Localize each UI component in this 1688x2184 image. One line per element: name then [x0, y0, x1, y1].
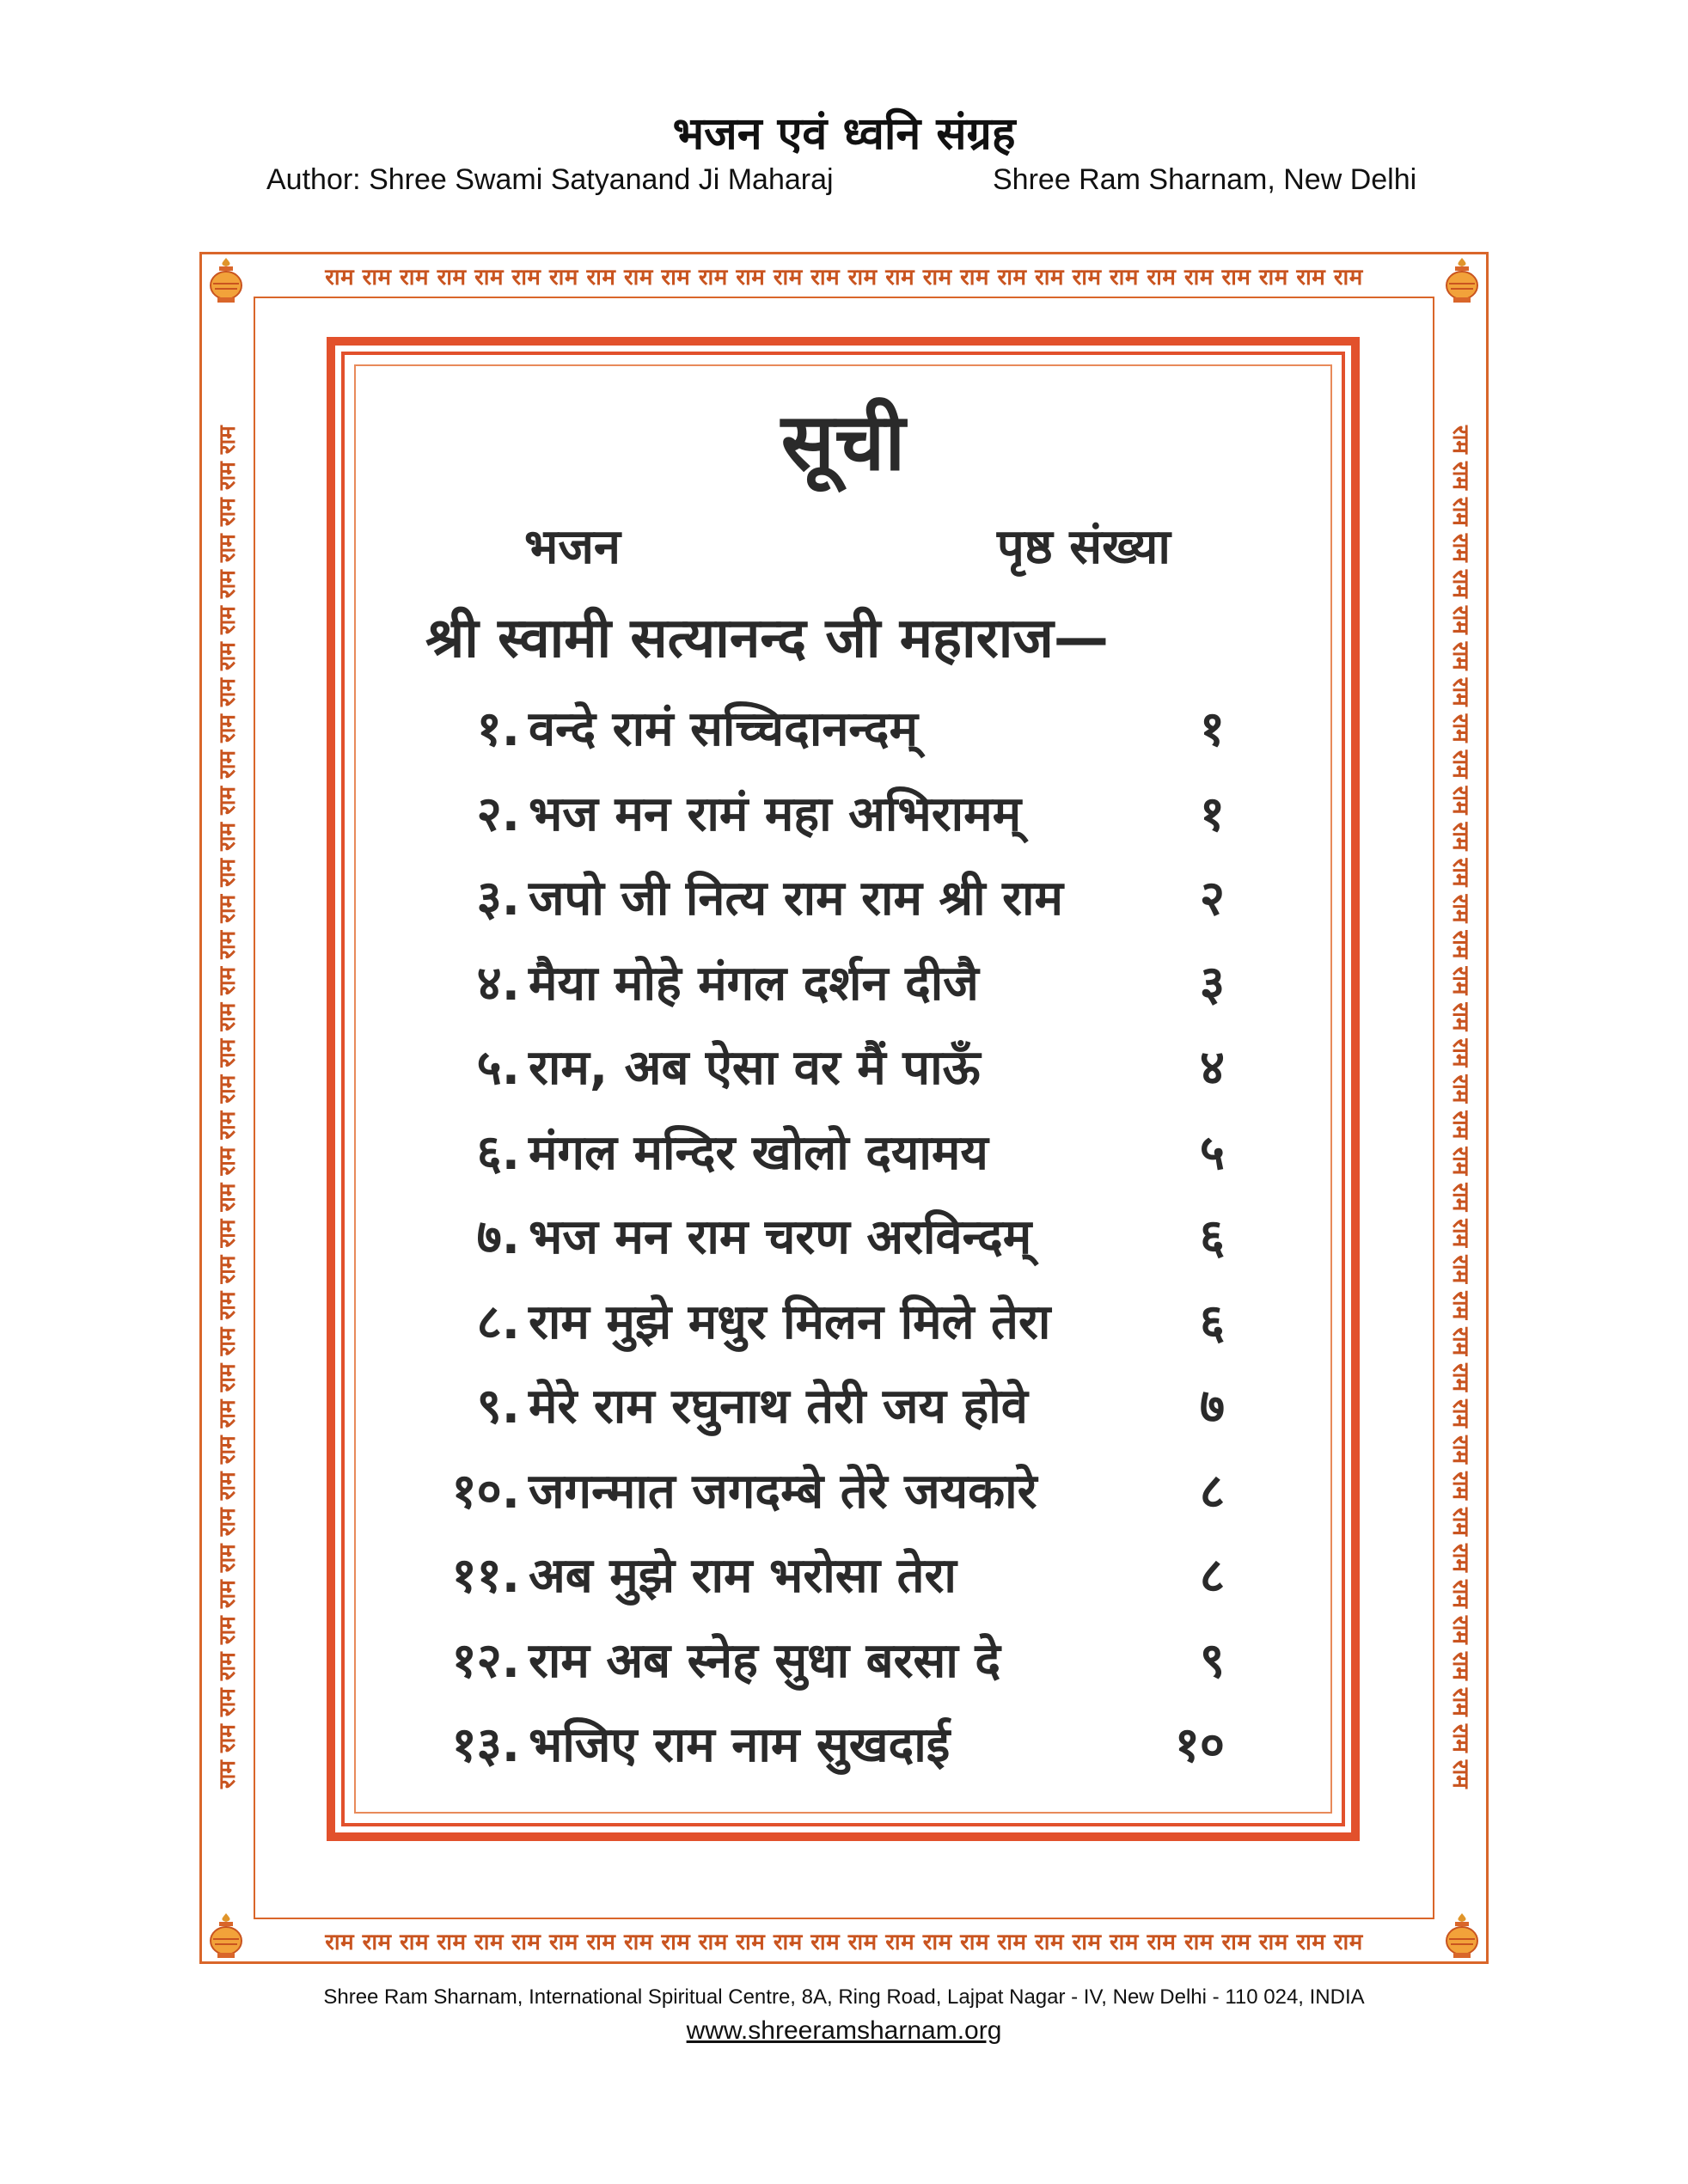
list-item — [425, 1288, 1225, 1365]
item-title: भजिए राम नाम सुखदाई — [529, 1717, 951, 1773]
item-page-number: २ — [1199, 871, 1225, 927]
list-item — [425, 1457, 1225, 1534]
item-number: १०. — [451, 1463, 520, 1520]
item-page-number: ८ — [1199, 1548, 1225, 1604]
kalash-icon — [205, 254, 248, 306]
document-title: भजन एवं ध्वनि संग्रह — [672, 108, 1016, 160]
list-item — [425, 1118, 1225, 1196]
item-page-number: ८ — [1199, 1463, 1225, 1520]
item-number: ६. — [476, 1124, 520, 1181]
item-number: ८. — [476, 1294, 520, 1350]
list-item — [425, 1033, 1225, 1110]
item-number: २. — [476, 786, 520, 842]
list-item — [425, 1626, 1225, 1704]
item-title: भज मन रामं महा अभिरामम् — [529, 786, 1022, 842]
item-title: भज मन राम चरण अरविन्दम् — [529, 1209, 1032, 1265]
item-number: ७. — [476, 1209, 520, 1265]
item-title: राम, अब ऐसा वर मैं पाऊँ — [529, 1040, 981, 1096]
border-text-left: राम राम राम राम राम राम राम राम राम राम राम राम राम राम राम राम राम राम राम राम राम राम राम राम राम राम राम राम राम राम राम राम राम राम राम राम राम राम — [215, 425, 241, 1789]
item-page-number: ४ — [1199, 1040, 1225, 1096]
column-header-bhajan: भजन — [524, 519, 621, 575]
section-heading: श्री स्वामी सत्यानन्द जी महाराज— — [425, 607, 1109, 670]
item-page-number: १० — [1174, 1717, 1225, 1773]
kalash-icon — [205, 1910, 248, 1961]
item-number: ११. — [451, 1548, 520, 1604]
list-item — [425, 864, 1225, 941]
item-title: मैया मोहे मंगल दर्शन दीजै — [529, 955, 979, 1012]
list-item — [425, 1372, 1225, 1449]
list-item — [425, 1710, 1225, 1788]
item-title: मेरे राम रघुनाथ तेरी जय होवे — [529, 1379, 1028, 1435]
item-number: ५. — [476, 1040, 520, 1096]
item-title: जपो जी नित्य राम राम श्री राम — [529, 871, 1064, 927]
item-title: मंगल मन्दिर खोलो दयामय — [529, 1124, 988, 1181]
item-page-number: ९ — [1199, 1632, 1225, 1689]
item-page-number: १ — [1199, 701, 1225, 757]
list-item — [425, 949, 1225, 1026]
item-number: ३. — [476, 871, 520, 927]
item-title: अब मुझे राम भरोसा तेरा — [529, 1548, 957, 1604]
item-page-number: ५ — [1199, 1124, 1225, 1181]
kalash-icon — [1440, 1910, 1483, 1961]
item-page-number: ६ — [1199, 1209, 1225, 1265]
item-number: १२. — [451, 1632, 520, 1689]
item-page-number: ६ — [1199, 1294, 1225, 1350]
list-item — [425, 780, 1225, 857]
contents-title: सूची — [780, 396, 906, 488]
item-number: ९. — [476, 1379, 520, 1435]
border-text-right: राम राम राम राम राम राम राम राम राम राम राम राम राम राम राम राम राम राम राम राम राम राम राम राम राम राम राम राम राम राम राम राम राम राम राम राम राम राम — [1447, 425, 1473, 1789]
list-item — [425, 1541, 1225, 1618]
item-number: १. — [476, 701, 520, 757]
border-text-bottom: राम राम राम राम राम राम राम राम राम राम राम राम राम राम राम राम राम राम राम राम राम राम राम राम राम राम राम राम — [325, 1930, 1363, 1955]
item-title: वन्दे रामं सच्चिदानन्दम् — [529, 701, 918, 757]
kalash-icon — [1440, 254, 1483, 306]
item-number: १३. — [451, 1717, 520, 1773]
item-page-number: ७ — [1199, 1379, 1225, 1435]
item-page-number: ३ — [1199, 955, 1225, 1012]
item-title: राम मुझे मधुर मिलन मिले तेरा — [529, 1294, 1051, 1350]
publisher-line: Shree Ram Sharnam, New Delhi — [993, 163, 1417, 196]
border-text-top: राम राम राम राम राम राम राम राम राम राम राम राम राम राम राम राम राम राम राम राम राम राम राम राम राम राम राम राम — [325, 265, 1363, 291]
item-title: राम अब स्नेह सुधा बरसा दे — [529, 1632, 1001, 1689]
item-number: ४. — [476, 955, 520, 1012]
item-page-number: १ — [1199, 786, 1225, 842]
website-link[interactable]: www.shreeramsharnam.org — [686, 2016, 1002, 2045]
item-title: जगन्मात जगदम्बे तेरे जयकारे — [529, 1463, 1037, 1520]
list-item — [425, 1202, 1225, 1280]
footer-address: Shree Ram Sharnam, International Spiritual Centre, 8A, Ring Road, Lajpat Nagar - IV, New Delhi - 110 024, INDIA — [323, 1985, 1365, 2009]
author-line: Author: Shree Swami Satyanand Ji Maharaj — [266, 163, 834, 196]
column-header-page-number: पृष्ठ संख्या — [997, 519, 1171, 575]
list-item — [425, 694, 1225, 772]
